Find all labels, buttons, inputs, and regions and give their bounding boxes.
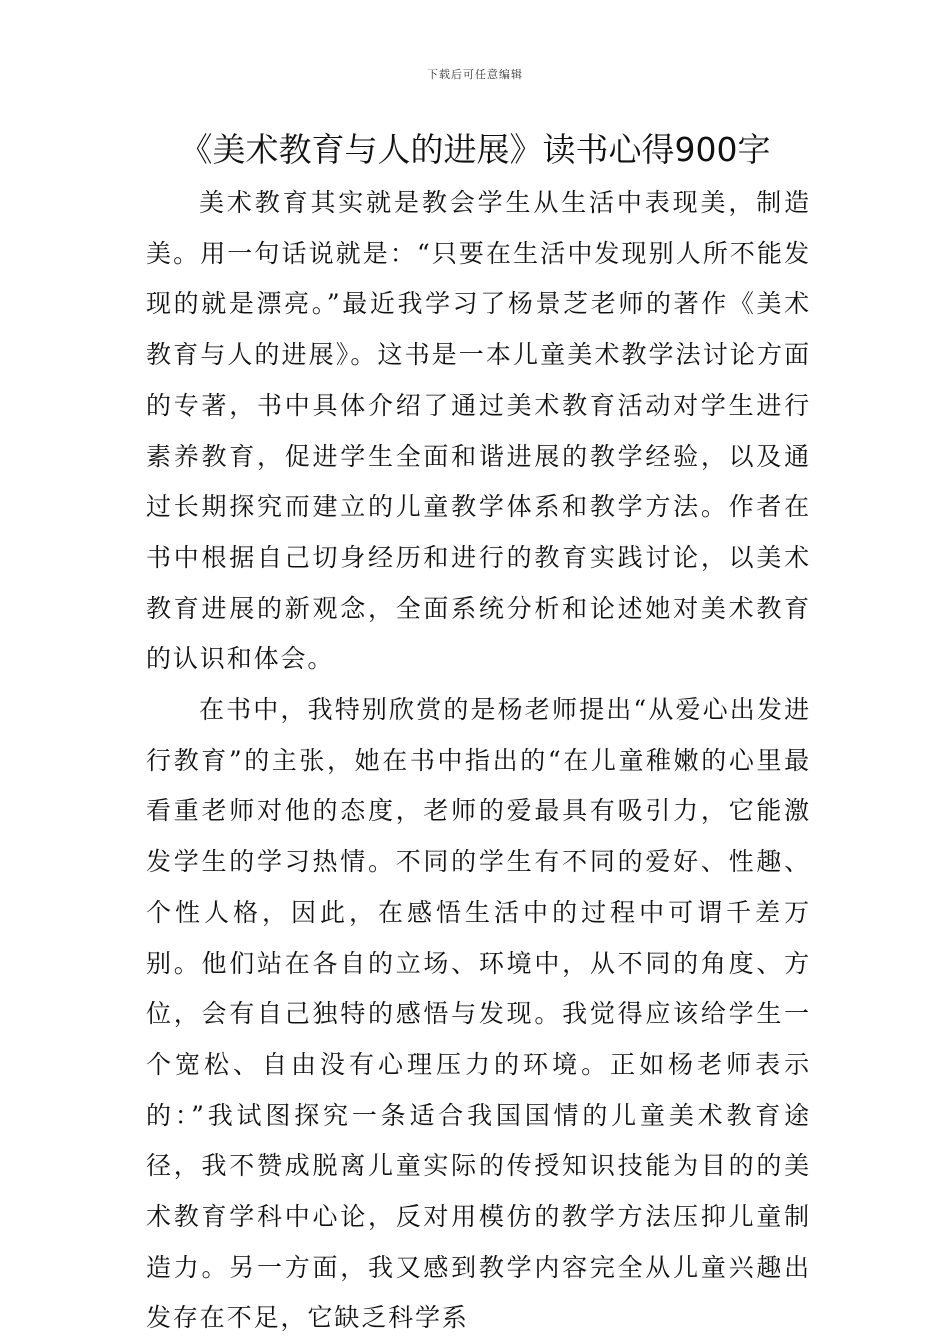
paragraph-2: 在书中，我特别欣赏的是杨老师提出“从爱心出发进行教育”的主张，她在书中指出的“在儿童稚嫩的心里最看重老师对他的态度，老师的爱最具有吸引力，它能激发学生的学习热情。不同的学生有不同的爱好、性趣、个性人格，因此，在感悟生活中的过程中可谓千差万别。他们站在各自的立场、环境中，从不同的角度、方位，会有自己独特的感悟与发现。我觉得应该给学生一个宽松、自由没有心理压力的环境。正如杨老师表示的：”我试图探究一条适合我国国情的儿童美术教育途径，我不赞成脱离儿童实际的传授知识技能为目的的美术教育学科中心论，反对用模仿的教学方法压抑儿童制造力。另一方面，我又感到教学内容完全从儿童兴趣出发存在不足，它缺乏科学系: [146, 695, 811, 1333]
header-note: 下载后可任意编辑: [427, 68, 523, 81]
document-title: 《美术教育与人的进展》读书心得900字: [179, 130, 771, 169]
document-body: [146, 178, 811, 1344]
paragraph-1: 美术教育其实就是教会学生从生活中表现美，制造美。用一句话说就是：“只要在生活中发现别人所不能发现的就是漂亮。”最近我学习了杨景芝老师的著作《美术教育与人的进展》。这书是一本儿童美术教学法讨论方面的专著，书中具体介绍了通过美术教育活动对学生进行素养教育，促进学生全面和谐进展的教学经验，以及通过长期探究而建立的儿童教学体系和教学方法。作者在书中根据自己切身经历和进行的教育实践讨论，以美术教育进展的新观念，全面系统分析和论述她对美术教育的认识和体会。: [146, 188, 811, 674]
